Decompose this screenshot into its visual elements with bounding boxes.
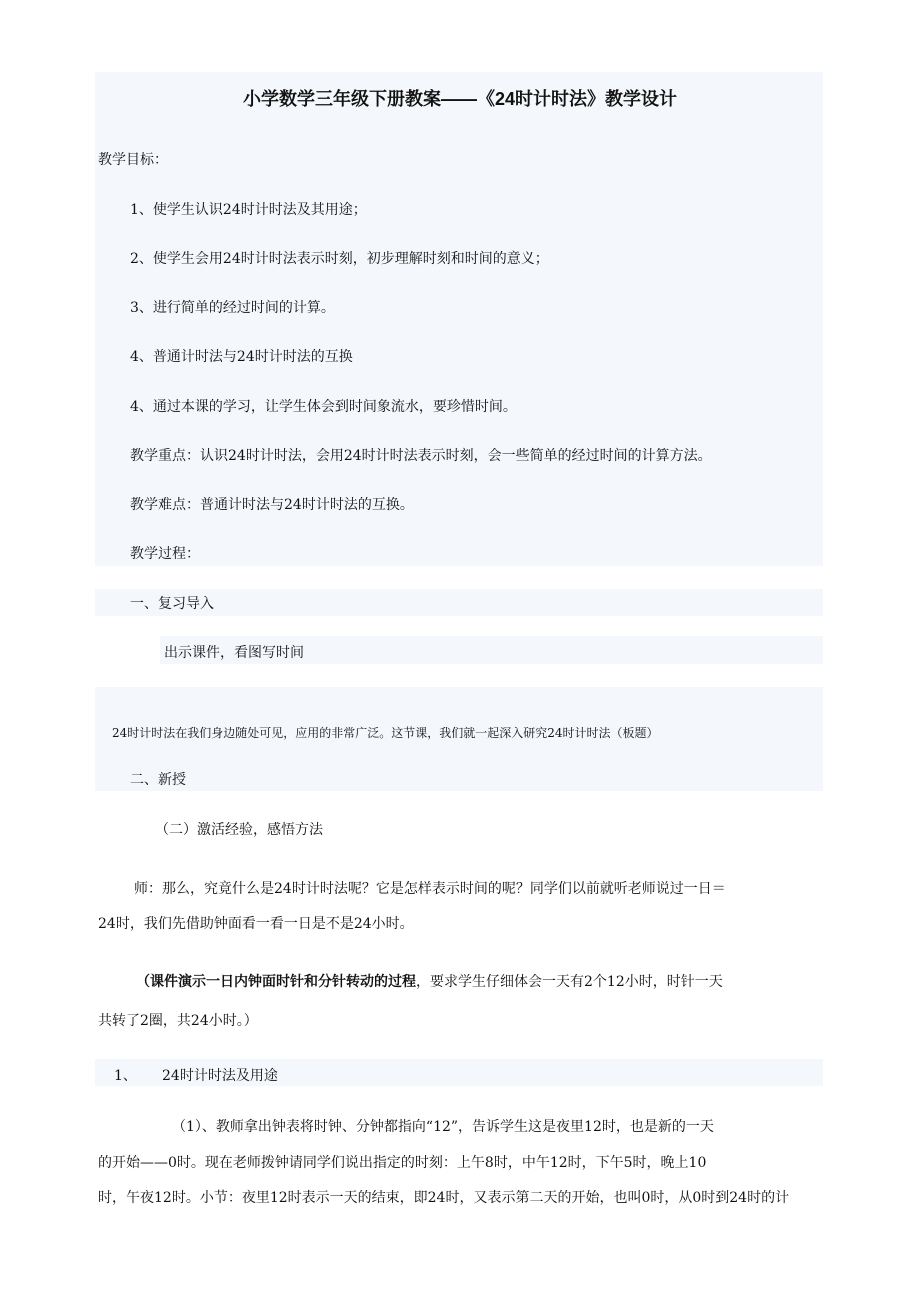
point-heading: 24时计时法及用途: [162, 1068, 278, 1084]
point-text: 时，午夜12时。: [98, 1190, 200, 1206]
goal-item: 2、使学生会用24时计时法表示时刻，初步理解时刻和时间的意义；: [130, 251, 549, 267]
goal-item: 4、通过本课的学习，让学生体会到时间象流水，要珍惜时间。: [130, 399, 517, 415]
intro-text: 24时计时法在我们身边随处可见，应用的非常广泛。这节课，我们就一起深入研究24时计时法（板题）: [112, 726, 659, 740]
shade-header: [95, 72, 823, 566]
teacher-paragraph-line: 24时，我们先借助钟面看一看一日是不是24小时。: [98, 916, 414, 932]
point-paragraph-line: [98, 1188, 789, 1208]
goal-item: 4、普通计时法与24时计时法的互换: [130, 349, 353, 365]
document-title: 小学数学三年级下册教案——《24时计时法》教学设计: [242, 89, 678, 109]
section-heading-new: 二、新授: [130, 772, 186, 788]
summary-note: 小节：夜里12时表示一天的结束，即24时，又表示第二天的开始，也叫0时，从0时到24时的计: [199, 1190, 790, 1206]
demo-bold-text: （课件演示一日内钟面时针和分针转动的过程: [136, 974, 416, 990]
key-point: 教学重点：认识24时计时法，会用24时计时法表示时刻，会一些简单的经过时间的计算方法。: [130, 448, 712, 464]
goals-heading: 教学目标：: [98, 152, 168, 168]
process-heading: 教学过程：: [130, 546, 200, 562]
goal-item: 1、使学生认识24时计时法及其用途；: [130, 202, 367, 218]
point-number: 1、: [114, 1068, 137, 1084]
demo-paragraph-line: [136, 972, 723, 992]
demo-text: ，要求学生仔细体会一天有2个12小时，时针一天: [416, 974, 723, 990]
teacher-paragraph-line: 师：那么，究竟什么是24时计时法呢？它是怎样表示时间的呢？同学们以前就听老师说过一日＝: [134, 881, 726, 897]
subsection-heading: （二）激活经验，感悟方法: [155, 822, 323, 838]
point-paragraph-line: （1）、教师拿出钟表将时钟、分钟都指向“12”，告诉学生这是夜里12时，也是新的一天: [172, 1119, 714, 1135]
section-heading-review: 一、复习导入: [130, 596, 214, 612]
demo-paragraph-line: 共转了2圈，共24小时。）: [98, 1013, 258, 1029]
point-paragraph-line: 的开始——0时。现在老师拨钟请同学们说出指定的时刻：上午8时，中午12时，下午5时，晚上10: [98, 1155, 707, 1171]
goal-item: 3、进行简单的经过时间的计算。: [130, 300, 335, 316]
section-item: 出示课件，看图写时间: [164, 645, 304, 661]
difficulty: 教学难点：普通计时法与24时计时法的互换。: [130, 497, 414, 513]
